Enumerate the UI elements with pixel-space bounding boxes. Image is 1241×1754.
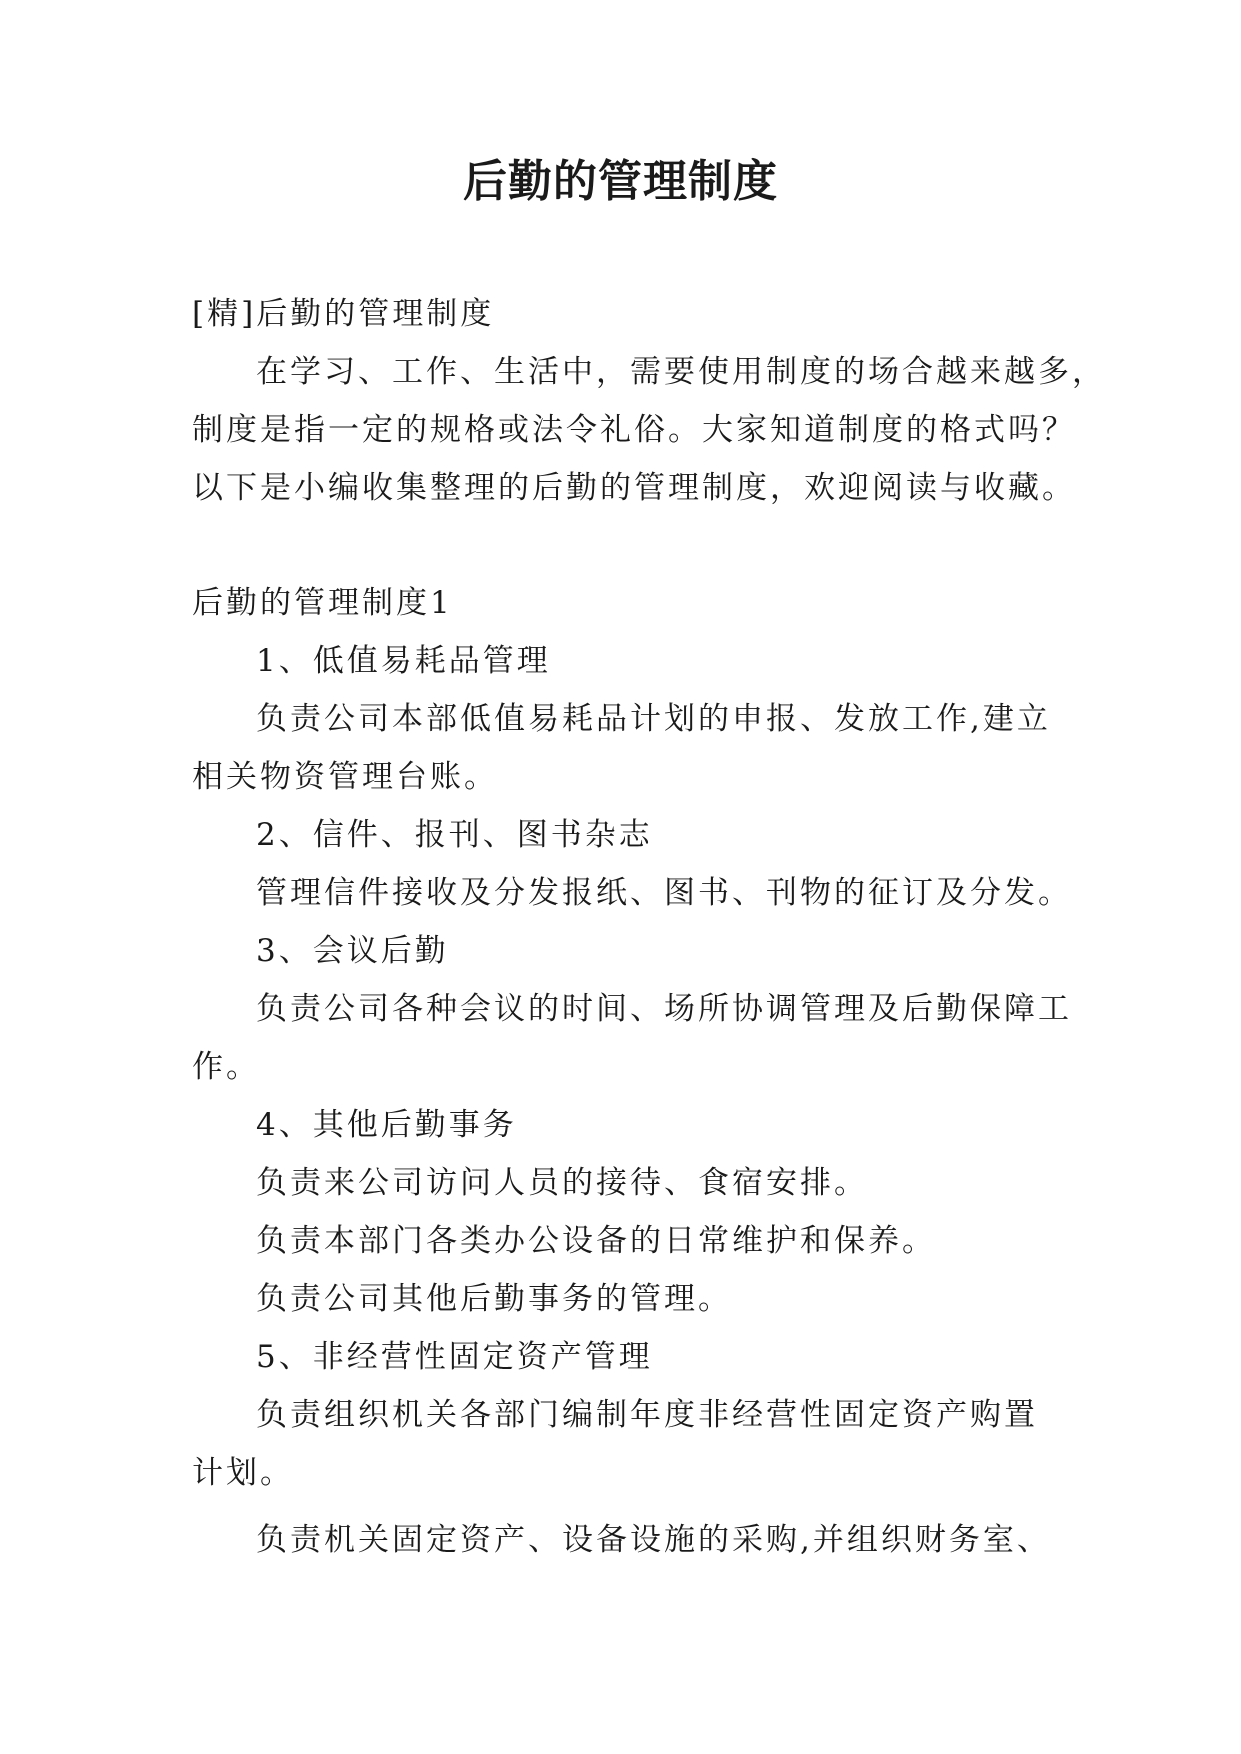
paragraph-line: 以下是小编收集整理的后勤的管理制度，欢迎阅读与收藏。 [192, 470, 1076, 506]
paragraph-line: 负责机关固定资产、设备设施的采购,并组织财务室、 [256, 1522, 1051, 1558]
item-heading: 1、低值易耗品管理 [256, 643, 551, 679]
item-heading: 3、会议后勤 [256, 933, 449, 969]
item-heading: 2、信件、报刊、图书杂志 [256, 817, 653, 853]
paragraph-line: 负责本部门各类办公设备的日常维护和保养。 [256, 1223, 936, 1259]
paragraph-line: 负责公司本部低值易耗品计划的申报、发放工作,建立 [256, 701, 1051, 737]
paragraph-line: 负责来公司访问人员的接待、食宿安排。 [256, 1165, 868, 1201]
section-heading: 后勤的管理制度1 [192, 585, 453, 621]
item-heading: 4、其他后勤事务 [256, 1107, 517, 1143]
document-title: 后勤的管理制度 [463, 156, 778, 207]
paragraph-line: 相关物资管理台账。 [192, 759, 498, 795]
paragraph-line: 计划。 [192, 1455, 294, 1491]
item-heading: 5、非经营性固定资产管理 [256, 1339, 653, 1375]
paragraph-line: 负责公司其他后勤事务的管理。 [256, 1281, 732, 1317]
paragraph-line: 在学习、工作、生活中，需要使用制度的场合越来越多， [256, 354, 1106, 390]
doc-subtitle: [精]后勤的管理制度 [192, 296, 495, 332]
paragraph-line: 管理信件接收及分发报纸、图书、刊物的征订及分发。 [256, 875, 1072, 911]
paragraph-line: 负责公司各种会议的时间、场所协调管理及后勤保障工 [256, 991, 1072, 1027]
paragraph-line: 作。 [192, 1049, 260, 1085]
paragraph-line: 负责组织机关各部门编制年度非经营性固定资产购置 [256, 1397, 1038, 1433]
paragraph-line: 制度是指一定的规格或法令礼俗。大家知道制度的格式吗？ [192, 412, 1076, 448]
